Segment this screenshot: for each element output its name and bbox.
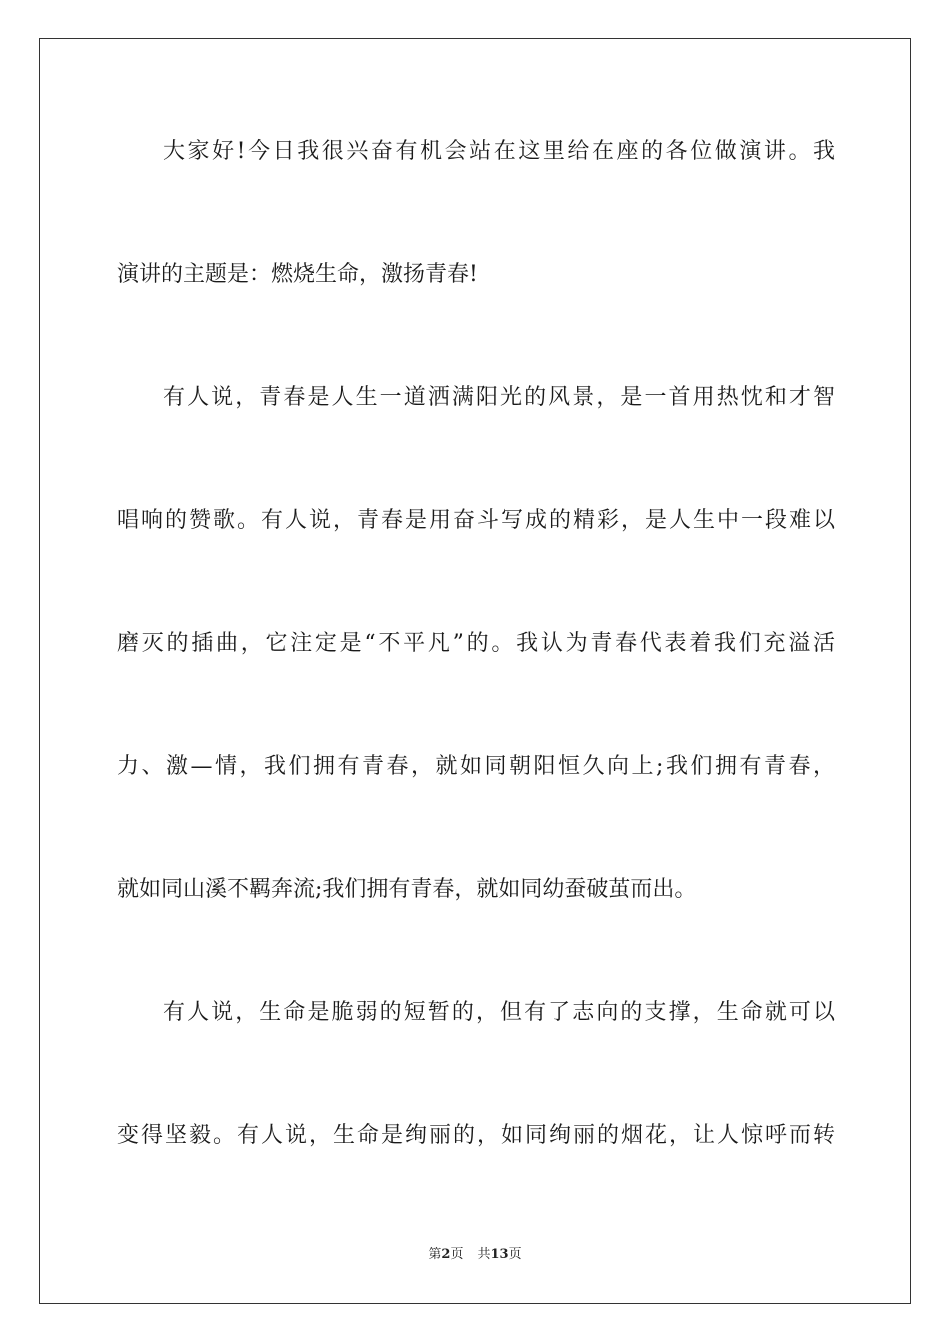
paragraph-1-line-2: 演讲的主题是：燃烧生命，激扬青春! bbox=[117, 262, 478, 287]
paragraph-2-line-1: 有人说，青春是人生一道洒满阳光的风景，是一首用热忱和才智 bbox=[163, 385, 835, 410]
footer-page-prefix: 第 bbox=[428, 1247, 442, 1262]
paragraph-2-line-2: 唱响的赞歌。有人说，青春是用奋斗写成的精彩，是人生中一段难以 bbox=[117, 508, 835, 533]
paragraph-2-line-4: 力、激—情，我们拥有青春，就如同朝阳恒久向上;我们拥有青春， bbox=[117, 754, 835, 779]
paragraph-3-line-2: 变得坚毅。有人说，生命是绚丽的，如同绚丽的烟花，让人惊呼而转 bbox=[117, 1123, 835, 1148]
footer-page-suffix: 页 bbox=[450, 1247, 464, 1262]
paragraph-1-line-1: 大家好!今日我很兴奋有机会站在这里给在座的各位做演讲。我 bbox=[163, 139, 835, 164]
footer-total-prefix: 共 bbox=[477, 1247, 491, 1262]
footer-total-suffix: 页 bbox=[508, 1247, 522, 1262]
footer-current-page: 2 bbox=[441, 1247, 451, 1262]
paragraph-3-line-1: 有人说，生命是脆弱的短暂的，但有了志向的支撑，生命就可以 bbox=[163, 1000, 835, 1025]
paragraph-2-line-5: 就如同山溪不羁奔流;我们拥有青春，就如同幼蚕破茧而出。 bbox=[117, 877, 697, 902]
paragraph-2-line-3: 磨灭的插曲，它注定是“不平凡”的。我认为青春代表着我们充溢活 bbox=[117, 631, 835, 656]
page-footer bbox=[0, 1246, 950, 1264]
footer-total-pages: 13 bbox=[490, 1247, 509, 1262]
page-border bbox=[39, 38, 911, 1304]
